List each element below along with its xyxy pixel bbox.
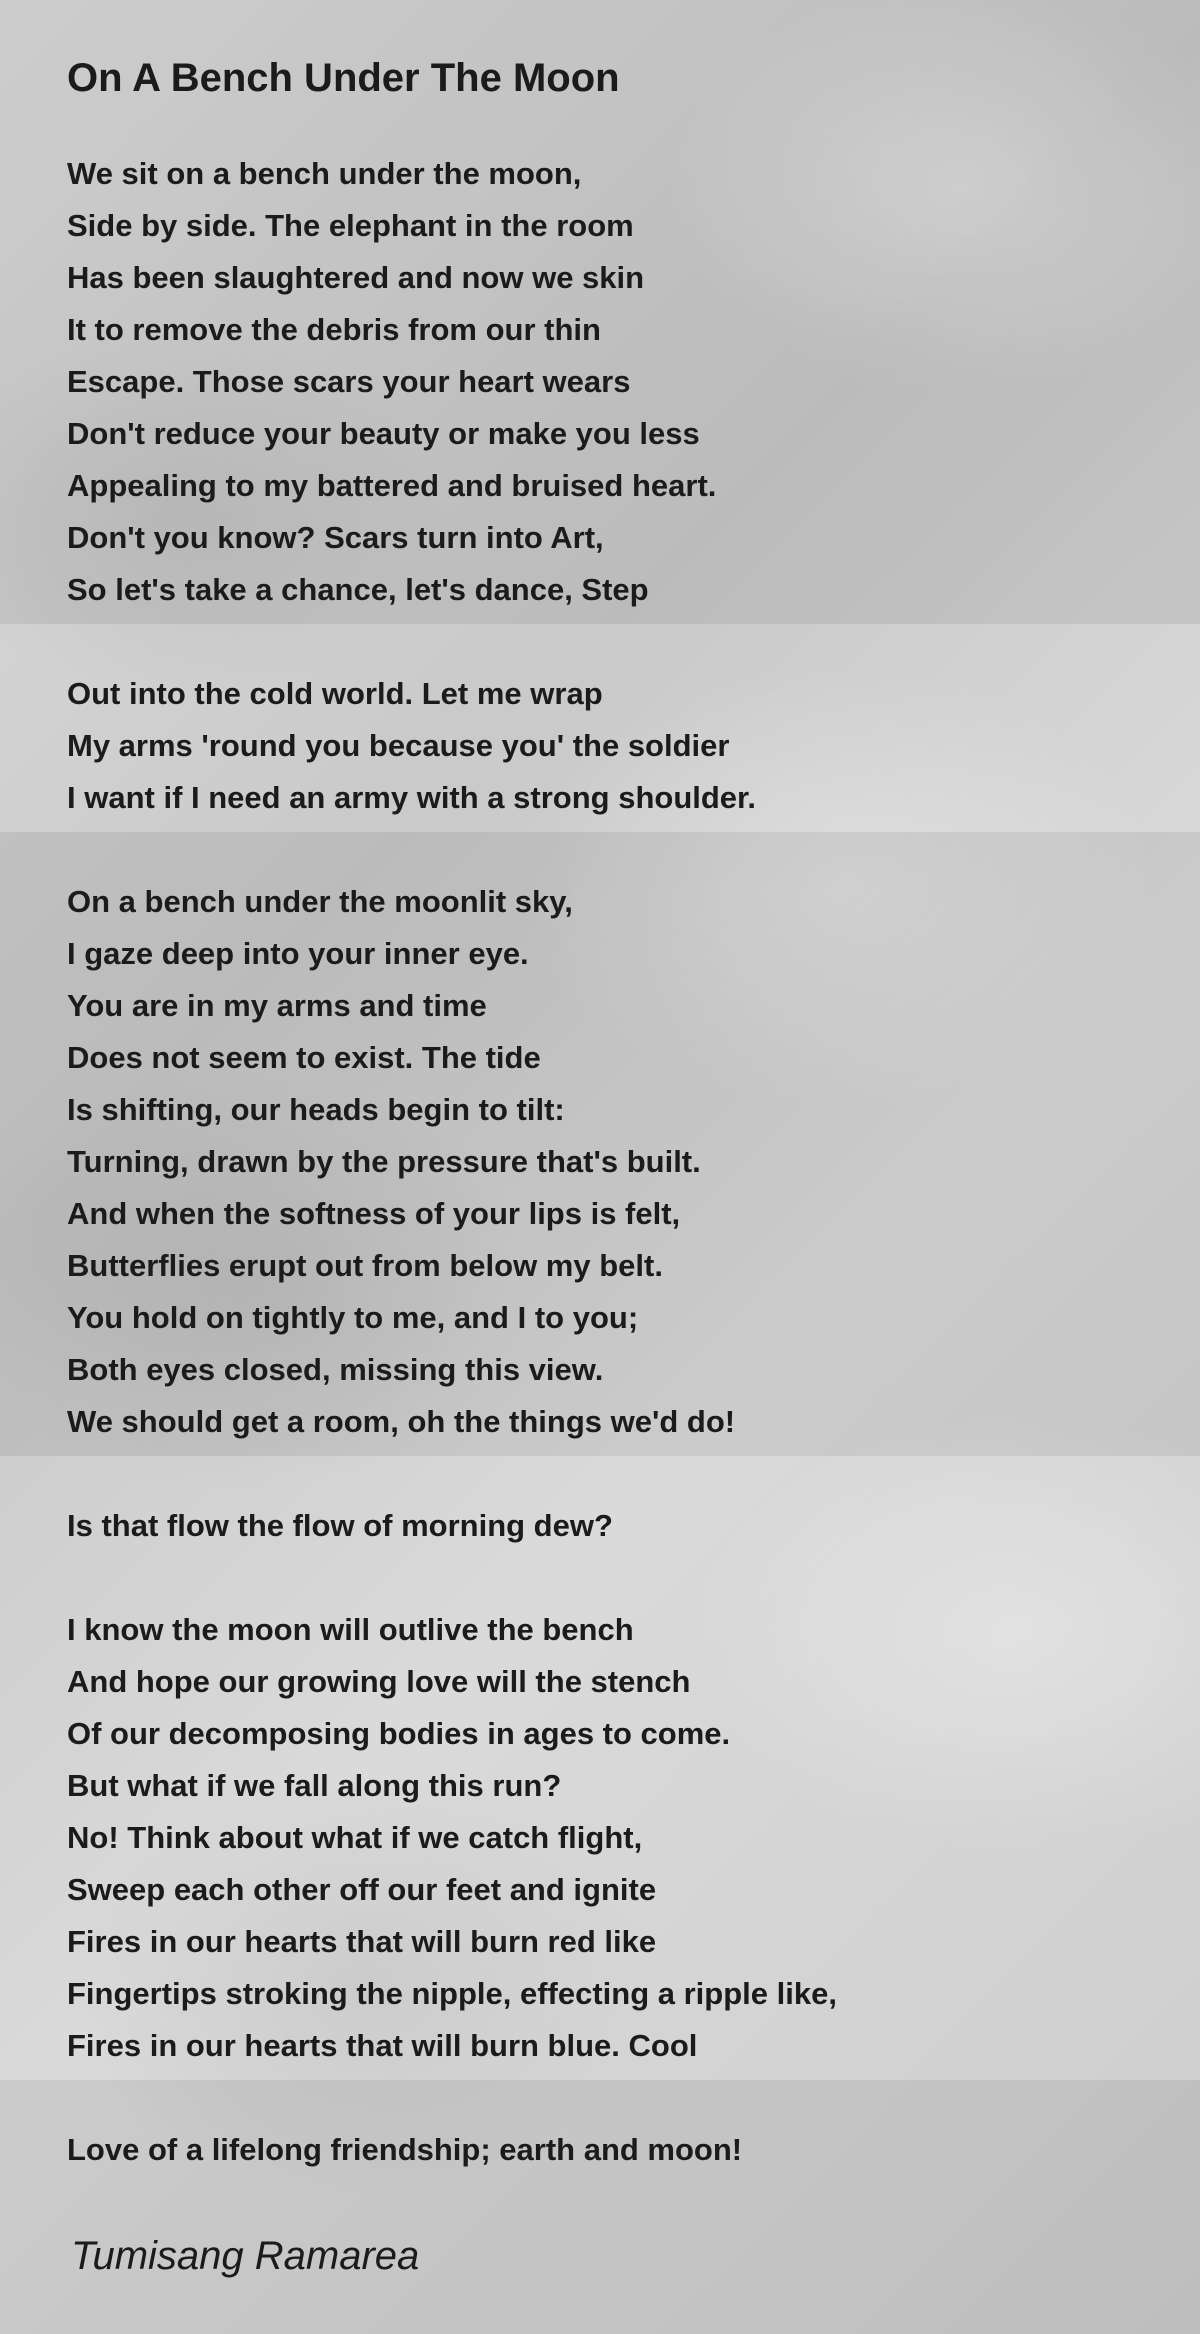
poem-line: Fires in our hearts that will burn blue. Cool: [67, 2028, 698, 2063]
poem-line: And when the softness of your lips is felt,: [67, 1196, 681, 1231]
poem-line: Fires in our hearts that will burn red like: [67, 1924, 657, 1959]
poem-line: Escape. Those scars your heart wears: [67, 364, 631, 399]
poem-line: Side by side. The elephant in the room: [67, 208, 634, 243]
poem-line: You hold on tightly to me, and I to you;: [67, 1300, 639, 1335]
poem-line: My arms 'round you because you' the soldier: [67, 728, 730, 763]
poem-line: Of our decomposing bodies in ages to come.: [67, 1716, 731, 1751]
poem-line: Appealing to my battered and bruised heart.: [67, 468, 717, 503]
poem-line: You are in my arms and time: [67, 988, 487, 1023]
stanza: [67, 2124, 837, 2176]
poem-line: And hope our growing love will the stench: [67, 1664, 691, 1699]
poem-line: Out into the cold world. Let me wrap: [67, 676, 603, 711]
poem-line: Both eyes closed, missing this view.: [67, 1352, 604, 1387]
poem-line: Is shifting, our heads begin to tilt:: [67, 1092, 565, 1127]
poem-line: So let's take a chance, let's dance, Step: [67, 572, 649, 607]
poem-line: On a bench under the moonlit sky,: [67, 884, 573, 919]
poem-line: Has been slaughtered and now we skin: [67, 260, 645, 295]
stanza: [67, 1500, 837, 1552]
poem-title: On A Bench Under The Moon: [67, 56, 620, 100]
poem-line: Sweep each other off our feet and ignite: [67, 1872, 657, 1907]
poem-line: No! Think about what if we catch flight,: [67, 1820, 643, 1855]
poem-line: I gaze deep into your inner eye.: [67, 936, 529, 971]
stanza: [67, 668, 837, 824]
poem-line: I want if I need an army with a strong shoulder.: [67, 780, 757, 815]
poem-line: We sit on a bench under the moon,: [67, 156, 582, 191]
poem-body: [67, 148, 837, 2228]
poem-line: Is that flow the flow of morning dew?: [67, 1508, 613, 1543]
poem-line: Don't reduce your beauty or make you less: [67, 416, 700, 451]
poem-line: Don't you know? Scars turn into Art,: [67, 520, 604, 555]
poem-line: It to remove the debris from our thin: [67, 312, 601, 347]
poem-line: Butterflies erupt out from below my belt.: [67, 1248, 663, 1283]
poem-line: Fingertips stroking the nipple, effecting a ripple like,: [67, 1976, 837, 2011]
poem-line: Does not seem to exist. The tide: [67, 1040, 541, 1075]
stanza: [67, 148, 837, 616]
poem-author: Tumisang Ramarea: [71, 2234, 420, 2278]
poem-line: I know the moon will outlive the bench: [67, 1612, 634, 1647]
stanza: [67, 1604, 837, 2072]
poem-line: We should get a room, oh the things we'd do!: [67, 1404, 736, 1439]
poem-line: Love of a lifelong friendship; earth and moon!: [67, 2132, 743, 2167]
stanza: [67, 876, 837, 1448]
poem-line: Turning, drawn by the pressure that's built.: [67, 1144, 701, 1179]
poem-line: But what if we fall along this run?: [67, 1768, 562, 1803]
